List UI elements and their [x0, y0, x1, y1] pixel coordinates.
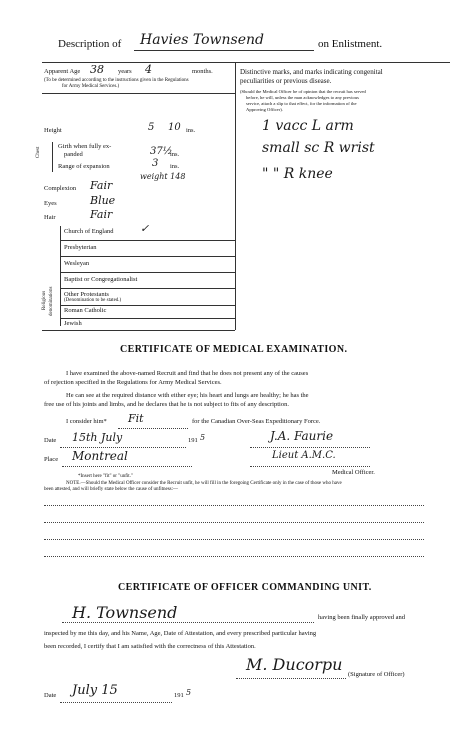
unfitness-line	[44, 556, 424, 557]
chest-label: Chest	[36, 146, 41, 158]
unfit-note-2: been attested, and will briefly state below the cause of unfitness:—	[44, 487, 178, 492]
girth-label: Girth when fully ex-	[58, 143, 112, 150]
medical-paragraph-1-line-2: of rejection specified in the Regulations for Army Medical Services.	[44, 379, 222, 386]
complexion-value: Fair	[90, 179, 113, 192]
religion-row-rule	[60, 240, 235, 241]
age-box-bottom	[42, 93, 235, 94]
rank-line	[250, 466, 370, 467]
column-divider	[235, 62, 236, 330]
marks-note-3: service, attach a slip to that effect, for the information of the	[246, 101, 357, 106]
height-label: Height	[44, 127, 62, 134]
force-label: for the Canadian Over-Seas Expeditionary Force.	[192, 418, 321, 425]
approval-text-3: been recorded, I certify that I am satisfied with the correctness of this Attestation.	[44, 643, 256, 650]
religion-row-rule	[60, 256, 235, 257]
place-value: Montreal	[72, 449, 128, 463]
distinctive-marks-heading-2: peculiarities or previous disease.	[240, 77, 332, 85]
eyes-value: Blue	[90, 194, 116, 207]
recruit-signature-line	[62, 622, 314, 623]
months-label: months.	[192, 68, 213, 75]
commanding-date-value: July 15	[72, 683, 118, 698]
marks-note-2: before, he will, unless the man acknowledges to any previous	[246, 95, 359, 100]
religion-row-rule	[60, 318, 235, 319]
religion-wesleyan: Wesleyan	[64, 260, 90, 267]
religion-checkmark: ✓	[140, 222, 150, 235]
complexion-label: Complexion	[44, 185, 77, 192]
medical-officer-label: Medical Officer.	[332, 469, 375, 476]
commanding-year-printed: 191	[174, 692, 184, 699]
commanding-year-suffix: 5	[186, 688, 192, 697]
marks-note: (Should the Medical Officer be of opinion that the recruit has served	[240, 89, 366, 94]
distinctive-mark-3: " " R knee	[262, 166, 333, 182]
distinctive-marks-heading: Distinctive marks, and marks indicating congenital	[240, 68, 383, 76]
height-feet-value: 5	[148, 122, 155, 133]
fit-unfit-footnote: *Insert here "fit" or "unfit."	[78, 474, 133, 479]
height-unit: ins.	[186, 127, 196, 134]
marks-note-4: Approving Officer).	[246, 107, 283, 112]
officer-signature-line	[236, 678, 346, 679]
signature-of-officer-label: (Signature of Officer)	[348, 671, 405, 678]
commanding-officer-signature: M. Ducorpu	[246, 655, 343, 674]
place-line	[62, 466, 192, 467]
age-years-value: 38	[90, 63, 104, 76]
unfit-note: NOTE.—Should the Medical Officer consider the Recruit unfit, he will fill in the foregoing Certificate only in the case of those who have	[66, 481, 342, 486]
medical-paragraph-2-line-2: free use of his joints and limbs, and he declares that he is not subject to fits of any description.	[44, 401, 289, 408]
form-title-prefix: Description of	[58, 38, 122, 50]
religion-row-rule	[60, 305, 235, 306]
medical-paragraph-2: He can see at the required distance with either eye; his heart and lungs are healthy; he has the	[66, 392, 309, 399]
unfitness-line	[44, 539, 424, 540]
girth-value: 37½	[150, 146, 173, 157]
age-months-value: 4	[145, 63, 152, 76]
age-instructions-note: (To be determined according to the instructions given in the Regulations	[44, 78, 189, 83]
religion-jewish: Jewish	[64, 320, 82, 327]
religion-presbyterian: Presbyterian	[64, 244, 97, 251]
religion-roman-catholic: Roman Catholic	[64, 307, 107, 314]
approval-text-2: inspected by me this day, and his Name, Age, Date of Attestation, and every prescribed particular having	[44, 630, 317, 637]
medical-officer-rank: Lieut A.M.C.	[272, 450, 336, 461]
apparent-age-label: Apparent Age	[44, 68, 81, 75]
medical-signature-line	[250, 447, 370, 448]
religion-row-rule	[60, 272, 235, 273]
medical-certificate-heading: CERTIFICATE OF MEDICAL EXAMINATION.	[120, 344, 348, 355]
name-underline	[134, 50, 314, 51]
hair-value: Fair	[90, 208, 113, 221]
denomination-note: (Denomination to be stated.)	[64, 298, 122, 303]
medical-date-line	[60, 447, 186, 448]
religion-other-protestants: Other Protestants	[64, 291, 109, 298]
distinctive-mark-2: small sc R wrist	[262, 140, 375, 156]
religion-row-rule	[60, 288, 235, 289]
fitness-value: Fit	[128, 412, 144, 425]
girth-label-2: panded	[64, 151, 83, 158]
place-label: Place	[44, 456, 59, 463]
left-box-bottom	[42, 330, 235, 331]
religion-brace	[60, 226, 61, 326]
hair-label: Hair	[44, 214, 56, 221]
recruit-name-handwritten: Havies Townsend	[140, 32, 264, 48]
recruit-signature: H. Townsend	[72, 603, 178, 622]
medical-year-suffix: 5	[200, 433, 206, 442]
religion-baptist: Baptist or Congregationalist	[64, 276, 138, 283]
religious-denominations-label: Religious	[42, 290, 47, 310]
expansion-label: Range of expansion	[58, 163, 110, 170]
unfitness-line	[44, 505, 424, 506]
weight-handwritten: weight 148	[140, 172, 186, 181]
medical-year-printed: 191	[188, 437, 198, 444]
medical-paragraph-1: I have examined the above-named Recruit and find that he does not present any of the causes	[66, 370, 309, 377]
height-inches-value: 10	[168, 122, 181, 133]
approval-text: having been finally approved and	[318, 614, 405, 621]
distinctive-mark-1: 1 vacc L arm	[262, 118, 354, 134]
form-title-suffix: on Enlistment.	[318, 38, 383, 50]
years-label: years	[118, 68, 132, 75]
age-instructions-note-2: for Army Medical Services.)	[62, 84, 120, 89]
commanding-date-line	[60, 702, 172, 703]
expansion-value: 3	[152, 158, 159, 169]
expansion-unit: ins.	[170, 163, 180, 170]
fitness-line	[118, 428, 188, 429]
medical-date-label: Date	[44, 437, 57, 444]
religious-denominations-label-2: denominations	[49, 286, 54, 316]
eyes-label: Eyes	[44, 200, 57, 207]
religion-church-of-england: Church of England	[64, 228, 114, 235]
chest-brace	[52, 142, 53, 172]
consider-label: I consider him*	[66, 418, 107, 425]
commanding-date-label: Date	[44, 692, 57, 699]
medical-date-value: 15th July	[72, 431, 123, 444]
commanding-certificate-heading: CERTIFICATE OF OFFICER COMMANDING UNIT.	[118, 582, 372, 593]
unfitness-line	[44, 522, 424, 523]
medical-officer-signature: J.A. Faurie	[270, 429, 334, 443]
girth-unit: ins.	[170, 151, 180, 158]
